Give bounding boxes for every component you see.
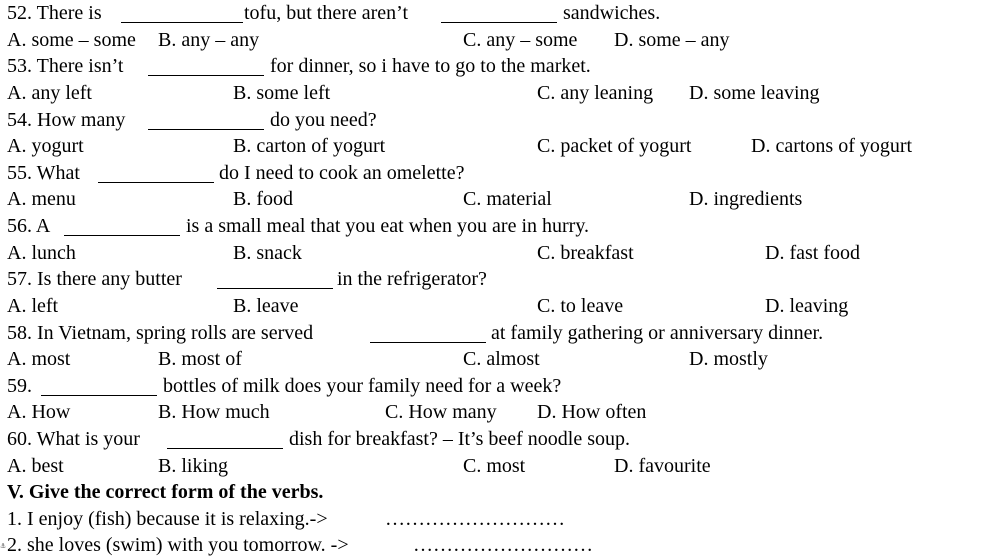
option-d: D. leaving bbox=[765, 295, 849, 317]
option-b: B. carton of yogurt bbox=[233, 135, 386, 157]
option-c: C. any – some bbox=[463, 29, 578, 51]
option-d: D. cartons of yogurt bbox=[751, 135, 913, 157]
answer-blank bbox=[441, 22, 557, 23]
answer-blank bbox=[121, 22, 243, 23]
stem-part: 56. A bbox=[7, 215, 51, 237]
option-a: A. menu bbox=[7, 188, 76, 210]
option-a: A. yogurt bbox=[7, 135, 84, 157]
answer-blank bbox=[64, 235, 180, 236]
stem-part: do you need? bbox=[270, 109, 377, 131]
option-d: D. mostly bbox=[689, 348, 768, 370]
option-a: A. best bbox=[7, 455, 64, 477]
answer-blank bbox=[148, 75, 264, 76]
answer-blank bbox=[167, 448, 283, 449]
option-c: C. most bbox=[463, 455, 526, 477]
answer-dots: ……………………… bbox=[385, 508, 565, 530]
option-d: D. some leaving bbox=[689, 82, 820, 104]
verb-item-text: 2. she loves (swim) with you tomorrow. -> bbox=[7, 534, 349, 556]
stem-part: 58. In Vietnam, spring rolls are served bbox=[7, 322, 314, 344]
option-b: B. food bbox=[233, 188, 293, 210]
stem-part: 57. Is there any butter bbox=[7, 268, 182, 290]
answer-blank bbox=[148, 129, 264, 130]
option-b: B. most of bbox=[158, 348, 242, 370]
option-b: B. any – any bbox=[158, 29, 260, 51]
stem-part: at family gathering or anniversary dinner. bbox=[491, 322, 824, 344]
stem-part: 52. There is bbox=[7, 2, 102, 24]
option-a: A. most bbox=[7, 348, 71, 370]
option-d: D. favourite bbox=[614, 455, 711, 477]
stem-part: for dinner, so i have to go to the market. bbox=[270, 55, 591, 77]
stem-part: in the refrigerator? bbox=[337, 268, 487, 290]
stem-part: tofu, but there aren’t bbox=[244, 2, 409, 24]
answer-blank bbox=[217, 288, 333, 289]
option-a: A. How bbox=[7, 401, 71, 423]
option-c: C. any leaning bbox=[537, 82, 654, 104]
option-b: B. liking bbox=[158, 455, 229, 477]
option-c: C. packet of yogurt bbox=[537, 135, 692, 157]
stem-part: 59. bbox=[7, 375, 32, 397]
option-b: B. leave bbox=[233, 295, 299, 317]
option-a: A. lunch bbox=[7, 242, 76, 264]
stem-part: 54. How many bbox=[7, 109, 126, 131]
option-d: D. ingredients bbox=[689, 188, 803, 210]
option-c: C. How many bbox=[385, 401, 497, 423]
section-title: V. Give the correct form of the verbs. bbox=[7, 481, 324, 503]
option-d: D. How often bbox=[537, 401, 647, 423]
option-d: D. some – any bbox=[614, 29, 730, 51]
stem-part: 60. What is your bbox=[7, 428, 140, 450]
option-a: A. left bbox=[7, 295, 59, 317]
stem-part: 55. What bbox=[7, 162, 80, 184]
option-b: B. some left bbox=[233, 82, 331, 104]
stem-part: sandwiches. bbox=[563, 2, 661, 24]
option-a: A. some – some bbox=[7, 29, 136, 51]
option-b: B. snack bbox=[233, 242, 302, 264]
stem-part: is a small meal that you eat when you are in hurry. bbox=[186, 215, 590, 237]
option-d: D. fast food bbox=[765, 242, 860, 264]
answer-blank bbox=[98, 182, 214, 183]
stem-part: bottles of milk does your family need for a week? bbox=[163, 375, 562, 397]
option-c: C. to leave bbox=[537, 295, 624, 317]
option-a: A. any left bbox=[7, 82, 92, 104]
option-c: C. almost bbox=[463, 348, 540, 370]
option-c: C. breakfast bbox=[537, 242, 634, 264]
verb-item-text: 1. I enjoy (fish) because it is relaxing.-> bbox=[7, 508, 328, 530]
answer-dots: ……………………… bbox=[413, 534, 593, 556]
stem-part: 53. There isn’t bbox=[7, 55, 124, 77]
stem-part: dish for breakfast? – It’s beef noodle soup. bbox=[289, 428, 631, 450]
option-b: B. How much bbox=[158, 401, 270, 423]
anchor-icon: ⚓ bbox=[0, 542, 7, 550]
option-c: C. material bbox=[463, 188, 552, 210]
stem-part: do I need to cook an omelette? bbox=[219, 162, 465, 184]
answer-blank bbox=[370, 342, 486, 343]
answer-blank bbox=[41, 395, 157, 396]
